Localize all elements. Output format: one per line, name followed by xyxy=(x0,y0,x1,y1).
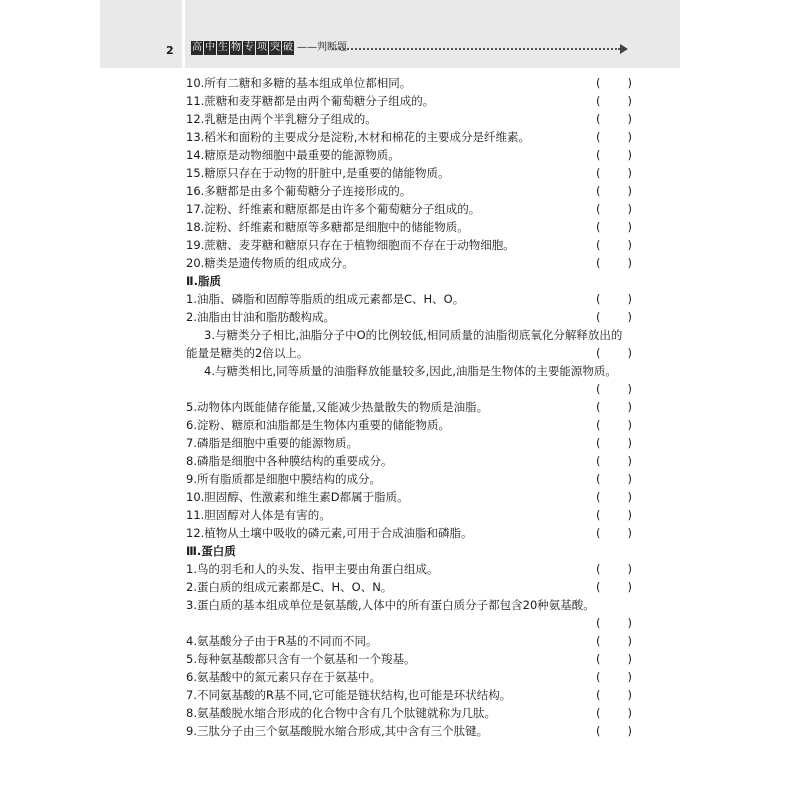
close-paren: ) xyxy=(627,472,632,486)
open-paren: ( xyxy=(596,472,601,486)
section-title: Ⅱ.脂质 xyxy=(186,274,221,288)
section-title: Ⅲ.蛋白质 xyxy=(186,544,236,558)
question-line xyxy=(186,326,636,344)
question-line xyxy=(186,632,636,650)
close-paren: ) xyxy=(627,310,632,324)
title-char: 生 xyxy=(218,42,228,53)
header-divider xyxy=(182,0,185,68)
title-char: 项 xyxy=(257,42,267,53)
question-text: 6.氨基酸中的氮元素只存在于氨基中。 xyxy=(186,670,381,684)
question-line xyxy=(186,164,636,182)
question-text: 12.乳糖是由两个半乳糖分子组成的。 xyxy=(186,112,377,126)
open-paren: ( xyxy=(596,256,601,270)
question-line xyxy=(186,110,636,128)
close-paren: ) xyxy=(627,166,632,180)
open-paren: ( xyxy=(596,652,601,666)
book-title xyxy=(191,41,347,55)
open-paren: ( xyxy=(596,184,601,198)
close-paren: ) xyxy=(627,346,632,360)
section-heading xyxy=(186,542,636,560)
close-paren: ) xyxy=(627,256,632,270)
question-line xyxy=(186,290,636,308)
open-paren: ( xyxy=(596,688,601,702)
question-text: 1.油脂、磷脂和固醇等脂质的组成元素都是C、H、O。 xyxy=(186,292,465,306)
question-line xyxy=(186,596,636,614)
arrow-right-icon xyxy=(620,44,628,54)
close-paren: ) xyxy=(627,382,632,396)
question-text: 13.稻米和面粉的主要成分是淀粉,木材和棉花的主要成分是纤维素。 xyxy=(186,130,530,144)
question-text: 2.蛋白质的组成元素都是C、H、O、N。 xyxy=(186,580,393,594)
question-line xyxy=(186,470,636,488)
open-paren: ( xyxy=(596,418,601,432)
question-line xyxy=(186,362,636,380)
question-text: 9.所有脂质都是细胞中膜结构的成分。 xyxy=(186,472,381,486)
close-paren: ) xyxy=(627,148,632,162)
question-line xyxy=(186,74,636,92)
question-text: 9.三肽分子由三个氨基酸脱水缩合形成,其中含有三个肽键。 xyxy=(186,724,489,738)
question-text: 11.蔗糖和麦芽糖都是由两个葡萄糖分子组成的。 xyxy=(186,94,435,108)
question-line xyxy=(186,308,636,326)
question-line xyxy=(186,704,636,722)
question-text: 10.所有二糖和多糖的基本组成单位都相同。 xyxy=(186,76,412,90)
close-paren: ) xyxy=(627,706,632,720)
question-text: 18.淀粉、纤维素和糖原等多糖都是细胞中的储能物质。 xyxy=(186,220,469,234)
question-line xyxy=(186,128,636,146)
open-paren: ( xyxy=(596,562,601,576)
open-paren: ( xyxy=(596,454,601,468)
open-paren: ( xyxy=(596,220,601,234)
close-paren: ) xyxy=(627,112,632,126)
question-text: 11.胆固醇对人体是有害的。 xyxy=(186,508,331,522)
question-line xyxy=(186,506,636,524)
close-paren: ) xyxy=(627,562,632,576)
title-char: 专 xyxy=(244,42,254,53)
open-paren: ( xyxy=(596,670,601,684)
open-paren: ( xyxy=(596,292,601,306)
open-paren: ( xyxy=(596,76,601,90)
question-text: 4.与糖类相比,同等质量的油脂释放能量较多,因此,油脂是生物体的主要能源物质。 xyxy=(204,364,617,378)
close-paren: ) xyxy=(627,400,632,414)
question-text: 15.糖原只存在于动物的肝脏中,是重要的储能物质。 xyxy=(186,166,450,180)
question-line xyxy=(186,614,636,632)
open-paren: ( xyxy=(596,202,601,216)
open-paren: ( xyxy=(596,634,601,648)
question-line xyxy=(186,146,636,164)
question-text: 5.动物体内既能储存能量,又能减少热量散失的物质是油脂。 xyxy=(186,400,489,414)
question-text: 14.糖原是动物细胞中最重要的能源物质。 xyxy=(186,148,400,162)
close-paren: ) xyxy=(627,670,632,684)
question-text: 3.蛋白质的基本组成单位是氨基酸,人体中的所有蛋白质分子都包含20种氨基酸。 xyxy=(186,598,595,612)
close-paren: ) xyxy=(627,238,632,252)
open-paren: ( xyxy=(596,616,601,630)
open-paren: ( xyxy=(596,526,601,540)
question-line xyxy=(186,560,636,578)
open-paren: ( xyxy=(596,724,601,738)
question-text: 3.与糖类分子相比,油脂分子中O的比例较低,相同质量的油脂彻底氧化分解释放出的 xyxy=(204,328,623,342)
question-line xyxy=(186,722,636,740)
question-text: 8.氨基酸脱水缩合形成的化合物中含有几个肽键就称为几肽。 xyxy=(186,706,496,720)
title-char: 物 xyxy=(231,42,241,53)
open-paren: ( xyxy=(596,310,601,324)
close-paren: ) xyxy=(627,490,632,504)
open-paren: ( xyxy=(596,580,601,594)
title-char: 中 xyxy=(205,42,215,53)
question-text: 7.不同氨基酸的R基不同,它可能是链状结构,也可能是环状结构。 xyxy=(186,688,512,702)
question-text: 20.糖类是遗传物质的组成成分。 xyxy=(186,256,354,270)
question-text: 能量是糖类的2倍以上。 xyxy=(186,346,309,360)
open-paren: ( xyxy=(596,382,601,396)
close-paren: ) xyxy=(627,580,632,594)
title-char: 突 xyxy=(270,42,280,53)
chapter-subtitle: ——判断题 xyxy=(297,42,347,53)
open-paren: ( xyxy=(596,166,601,180)
close-paren: ) xyxy=(627,76,632,90)
question-text: 12.植物从土壤中吸收的磷元素,可用于合成油脂和磷脂。 xyxy=(186,526,473,540)
question-text: 8.磷脂是细胞中各种膜结构的重要成分。 xyxy=(186,454,393,468)
open-paren: ( xyxy=(596,94,601,108)
question-line xyxy=(186,92,636,110)
open-paren: ( xyxy=(596,148,601,162)
close-paren: ) xyxy=(627,724,632,738)
question-line xyxy=(186,254,636,272)
question-text: 17.淀粉、纤维素和糖原都是由许多个葡萄糖分子组成的。 xyxy=(186,202,481,216)
question-text: 2.油脂由甘油和脂肪酸构成。 xyxy=(186,310,335,324)
open-paren: ( xyxy=(596,508,601,522)
close-paren: ) xyxy=(627,634,632,648)
close-paren: ) xyxy=(627,292,632,306)
question-line xyxy=(186,200,636,218)
close-paren: ) xyxy=(627,202,632,216)
question-text: 6.淀粉、糖原和油脂都是生物体内重要的储能物质。 xyxy=(186,418,450,432)
close-paren: ) xyxy=(627,436,632,450)
question-line xyxy=(186,236,636,254)
question-text: 4.氨基酸分子由于R基的不同而不同。 xyxy=(186,634,378,648)
close-paren: ) xyxy=(627,184,632,198)
open-paren: ( xyxy=(596,130,601,144)
question-text: 5.每种氨基酸都只含有一个氨基和一个羧基。 xyxy=(186,652,416,666)
question-line xyxy=(186,380,636,398)
page-number: 2 xyxy=(166,44,174,57)
section-heading xyxy=(186,272,636,290)
question-text: 10.胆固醇、性激素和维生素D都属于脂质。 xyxy=(186,490,409,504)
close-paren: ) xyxy=(627,508,632,522)
question-list xyxy=(186,74,636,740)
close-paren: ) xyxy=(627,418,632,432)
question-text: 7.磷脂是细胞中重要的能源物质。 xyxy=(186,436,358,450)
question-line xyxy=(186,686,636,704)
open-paren: ( xyxy=(596,112,601,126)
question-text: 16.多糖都是由多个葡萄糖分子连接形成的。 xyxy=(186,184,412,198)
open-paren: ( xyxy=(596,436,601,450)
close-paren: ) xyxy=(627,130,632,144)
open-paren: ( xyxy=(596,238,601,252)
close-paren: ) xyxy=(627,652,632,666)
question-line xyxy=(186,344,636,362)
header-dotted-rule xyxy=(332,48,620,50)
question-line xyxy=(186,182,636,200)
title-char: 破 xyxy=(283,42,293,53)
open-paren: ( xyxy=(596,400,601,414)
question-text: 1.鸟的羽毛和人的头发、指甲主要由角蛋白组成。 xyxy=(186,562,439,576)
question-line xyxy=(186,524,636,542)
question-text: 19.蔗糖、麦芽糖和糖原只存在于植物细胞而不存在于动物细胞。 xyxy=(186,238,515,252)
question-line xyxy=(186,668,636,686)
close-paren: ) xyxy=(627,616,632,630)
open-paren: ( xyxy=(596,490,601,504)
header-band xyxy=(100,0,680,68)
question-line xyxy=(186,434,636,452)
close-paren: ) xyxy=(627,454,632,468)
question-line xyxy=(186,416,636,434)
open-paren: ( xyxy=(596,706,601,720)
title-char: 高 xyxy=(192,42,202,53)
close-paren: ) xyxy=(627,688,632,702)
question-line xyxy=(186,650,636,668)
question-line xyxy=(186,218,636,236)
question-line xyxy=(186,398,636,416)
open-paren: ( xyxy=(596,346,601,360)
close-paren: ) xyxy=(627,526,632,540)
close-paren: ) xyxy=(627,220,632,234)
close-paren: ) xyxy=(627,94,632,108)
question-line xyxy=(186,578,636,596)
question-line xyxy=(186,488,636,506)
question-line xyxy=(186,452,636,470)
